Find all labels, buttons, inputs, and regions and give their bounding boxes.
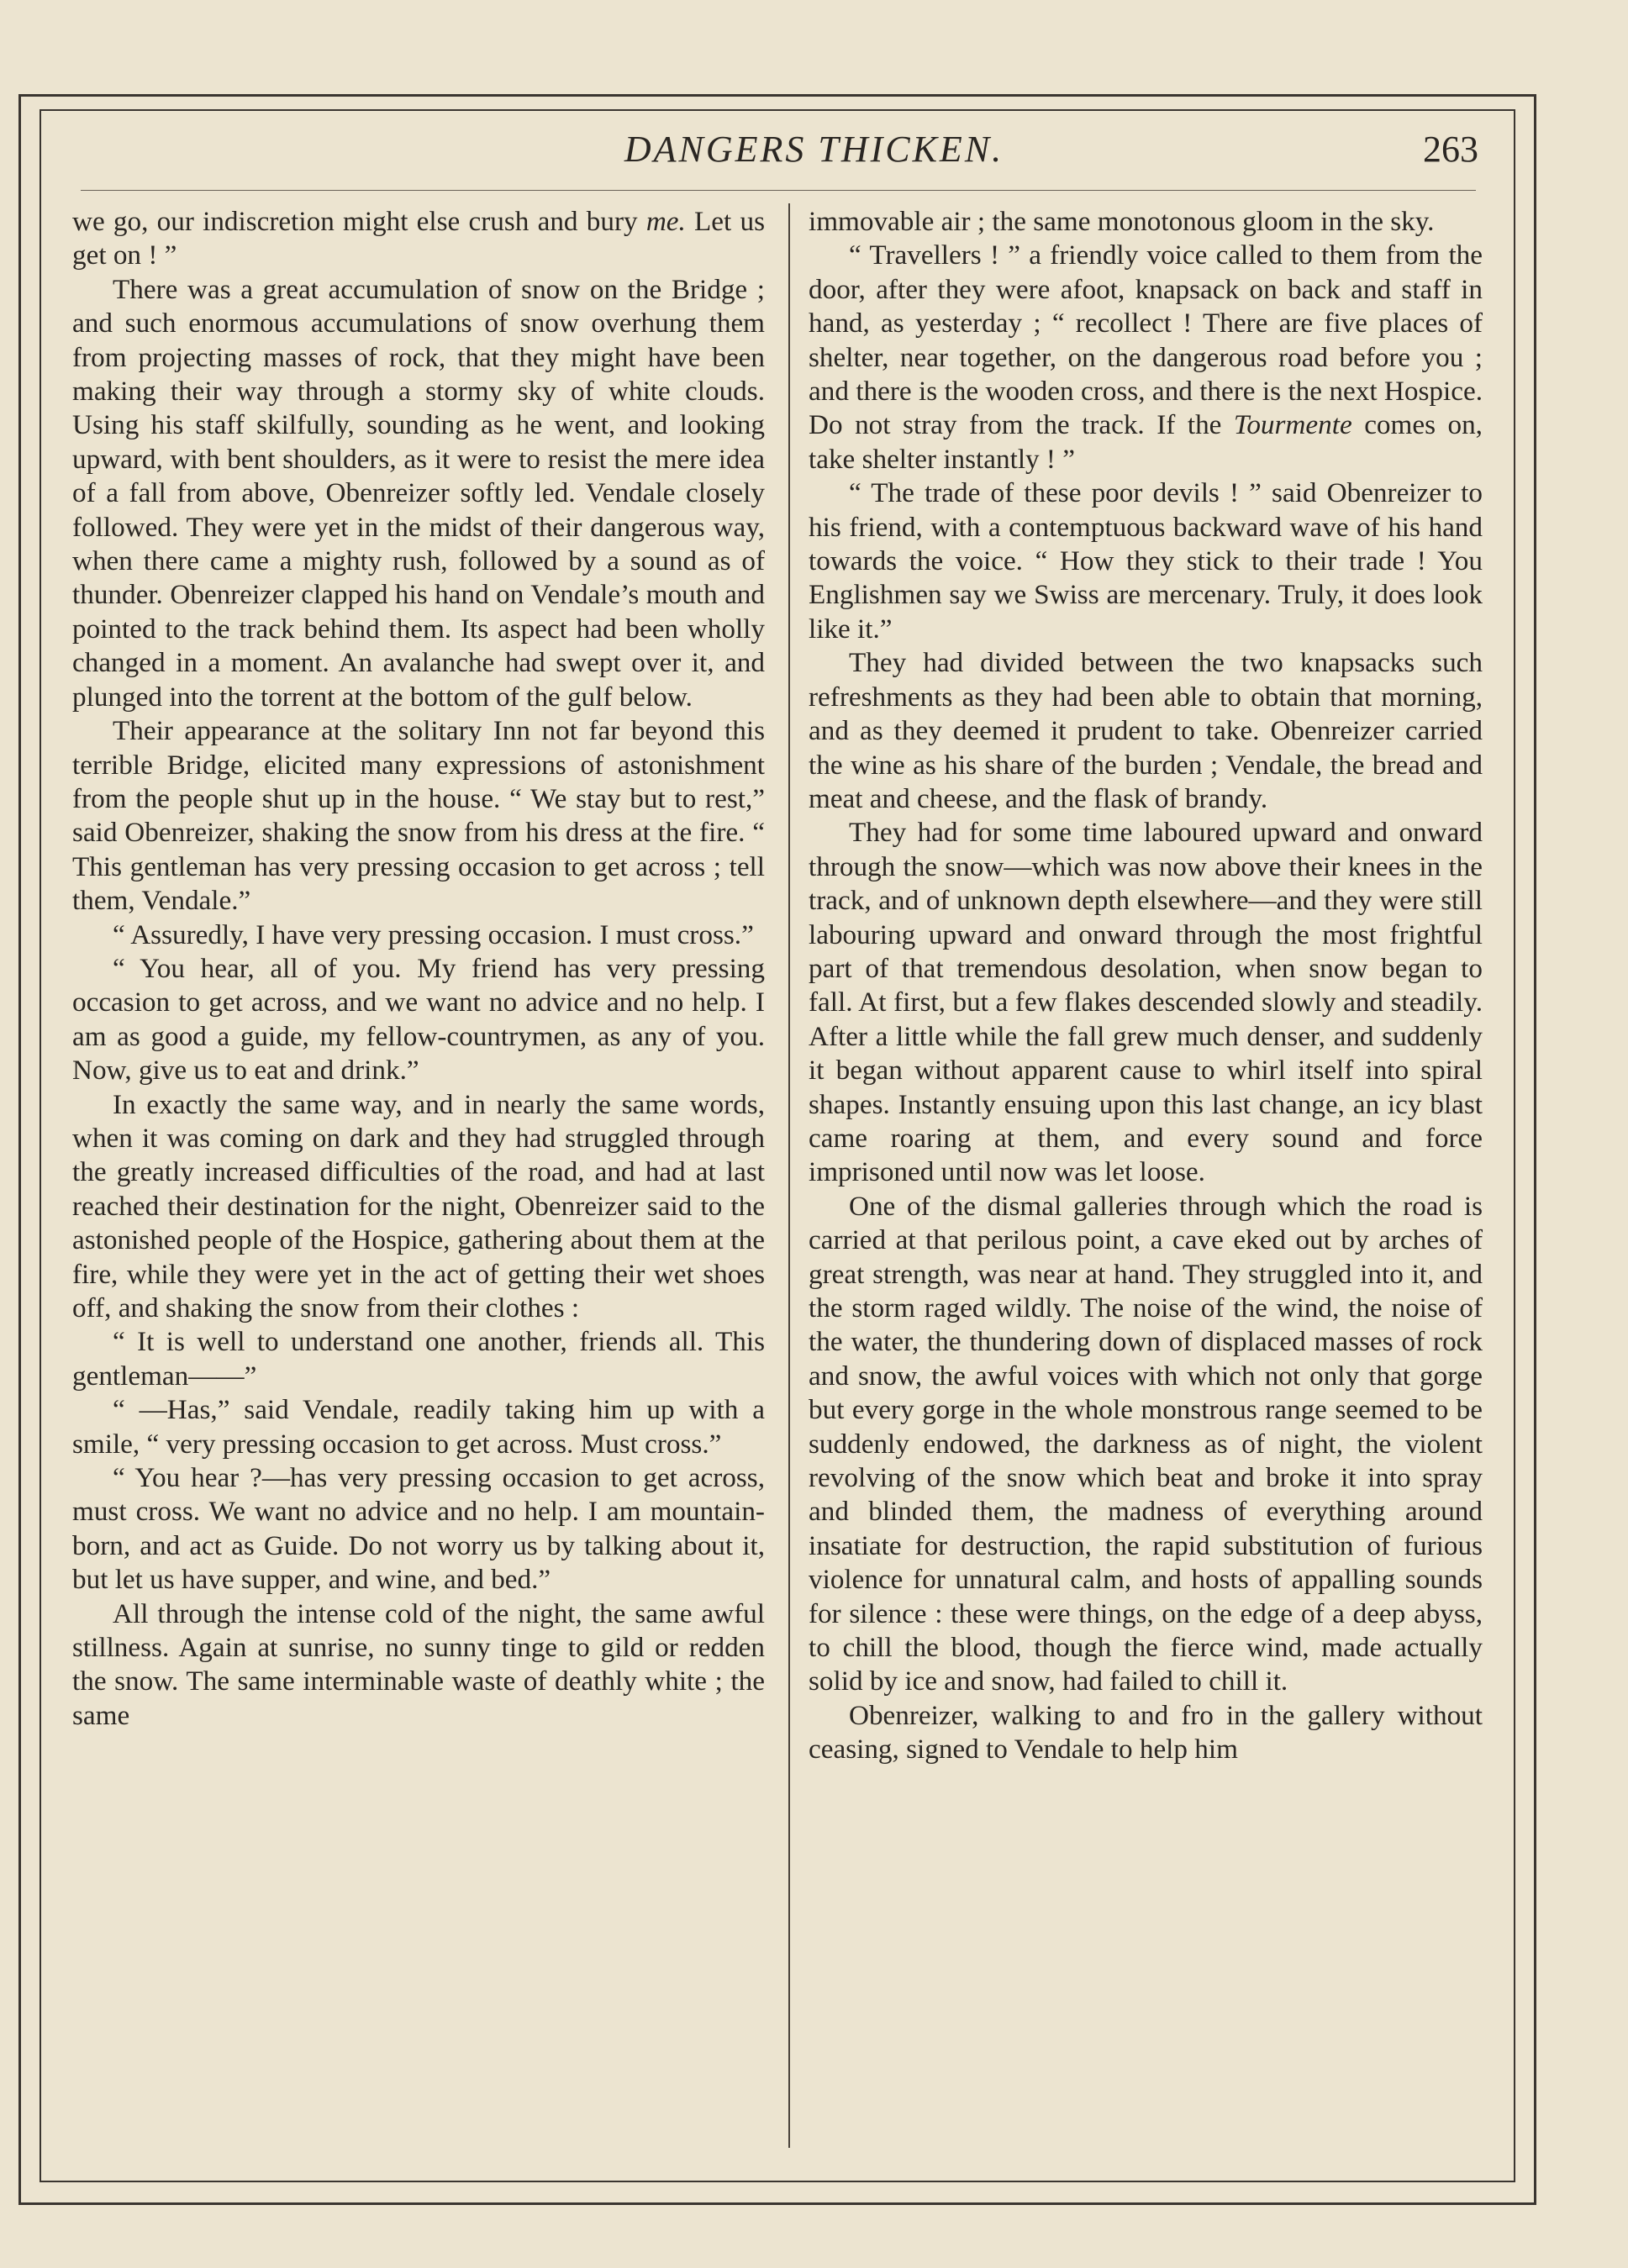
paragraph: Obenreizer, walking to and fro in the gallery without ceasing, signed to Vendale to help him: [809, 1699, 1483, 1765]
paragraph: immovable air ; the same monotonous gloom in the sky.: [809, 206, 1435, 237]
emphasis: me.: [645, 206, 686, 237]
paragraph: “ The trade of these poor devils ! ” said Obenreizer to his friend, with a contemptuous backward wave of his hand towards the voice. “ How they stick to their trade ! You Englishmen say we Swiss are mercenary. Truly, it does look like it.”: [809, 477, 1483, 645]
paragraph: In exactly the same way, and in nearly the same words, when it was coming on dark and they had struggled through the greatly increased difficulties of the road, and had at last reached their destination for the night, Obenreizer said to the astonished people of the Hospice, gathering about them at the fire, while they were yet in the act of getting their wet shoes off, and shaking the snow from their clothes :: [72, 1088, 765, 1323]
page-number: 263: [1423, 129, 1478, 170]
paragraph: “ You hear ?—has very pressing occasion to get across, must cross. We want no advice and no help. I am mountain-born, and act as Guide. Do not worry us by talking about it, but let us have supper, and wine, and bed.”: [72, 1462, 765, 1596]
right-column: [809, 205, 1483, 2155]
paragraph: Their appearance at the solitary Inn not far beyond this terrible Bridge, elicited many expressions of astonishment from the people shut up in the house. “ We stay but to rest,” said Obenreizer, shaking the snow from his dress at the fire. “ This gentleman has very pressing occasion to get across ; tell them, Vendale.”: [72, 715, 765, 917]
paragraph: All through the intense cold of the night, the same awful stillness. Again at sunrise, no sunny tinge to gild or redden the snow. The same interminable waste of deathly white ; the same: [72, 1597, 765, 1731]
paragraph: They had for some time laboured upward and onward through the snow—which was now above their knees in the track, and of unknown depth elsewhere—and they were still labouring upward and onward through the most frightful part of that tremendous desolation, when snow began to fall. At first, but a few flakes descended slowly and steadily. After a little while the fall grew much denser, and suddenly it began without apparent cause to whirl itself into spiral shapes. Instantly ensuing upon this last change, an icy blast came roaring at them, and every sound and force imprisoned until now was let loose.: [809, 817, 1483, 1188]
paragraph: “ —Has,” said Vendale, readily taking him up with a smile, “ very pressing occasion to get across. Must cross.”: [72, 1394, 765, 1460]
paragraph: There was a great accumulation of snow on the Bridge ; and such enormous accumulations of snow overhung them from projecting masses of rock, that they might have been making their way through a stormy sky of white clouds. Using his staff skilfully, sounding as he went, and looking upward, with bent shoulders, as it were to resist the mere idea of a fall from above, Obenreizer softly led. Vendale closely followed. They were yet in the midst of their dangerous way, when there came a mighty rush, followed by a sound as of thunder. Obenreizer clapped his hand on Vendale’s mouth and pointed to the track behind them. Its aspect had been wholly changed in a moment. An avalanche had swept over it, and plunged into the torrent at the bottom of the gulf below.: [72, 273, 765, 713]
column-divider: [788, 203, 790, 2148]
left-column: [72, 205, 765, 2155]
paragraph: They had divided between the two knapsacks such refreshments as they had been able to obtain that morning, and as they deemed it prudent to take. Obenreizer carried the wine as his share of the burden ; Vendale, the bread and meat and cheese, and the flask of brandy.: [809, 647, 1483, 814]
paragraph: “ Assuredly, I have very pressing occasion. I must cross.”: [113, 918, 754, 950]
paragraph: One of the dismal galleries through which the road is carried at that perilous point, a cave eked out by arches of great strength, was near at hand. They struggled into it, and the storm raged wildly. The noise of the wind, the noise of the water, the thundering down of displaced masses of rock and snow, the awful voices with which not only that gorge but every gorge in the whole monstrous range seemed to be suddenly endowed, the darkness as of night, the violent revolving of the snow which beat and broke it into spray and blinded them, the madness of everything around insatiate for destruction, the rapid substitution of furious violence for unnatural calm, and hosts of appalling sounds for silence : these were things, on the edge of a deep abyss, to chill the blood, though the fierce wind, made actually solid by ice and snow, had failed to chill it.: [809, 1190, 1483, 1697]
paragraph: “ Travellers ! ” a friendly voice called to them from the door, after they were afoot, knapsack on back and staff in hand, as yesterday ; “ recollect ! There are five places of shelter, near together, on the dangerous road before you ; and there is the wooden cross, and there is the next Hospice. Do not stray from the track. If the Tourmente comes on, take shelter instantly ! ”: [809, 239, 1483, 475]
header-rule: [81, 190, 1476, 191]
running-header: DANGERS THICKEN.: [624, 129, 1004, 170]
paragraph: “ You hear, all of you. My friend has very pressing occasion to get across, and we want no advice and no help. I am as good a guide, my fellow-countrymen, as any of you. Now, give us to eat and drink.”: [72, 952, 765, 1087]
emphasis: Tourmente: [1233, 409, 1352, 441]
paragraph: “ It is well to understand one another, friends all. This gentleman——”: [72, 1326, 765, 1392]
paragraph: we go, our indiscretion might else crush and bury me. Let us get on ! ”: [72, 206, 765, 271]
